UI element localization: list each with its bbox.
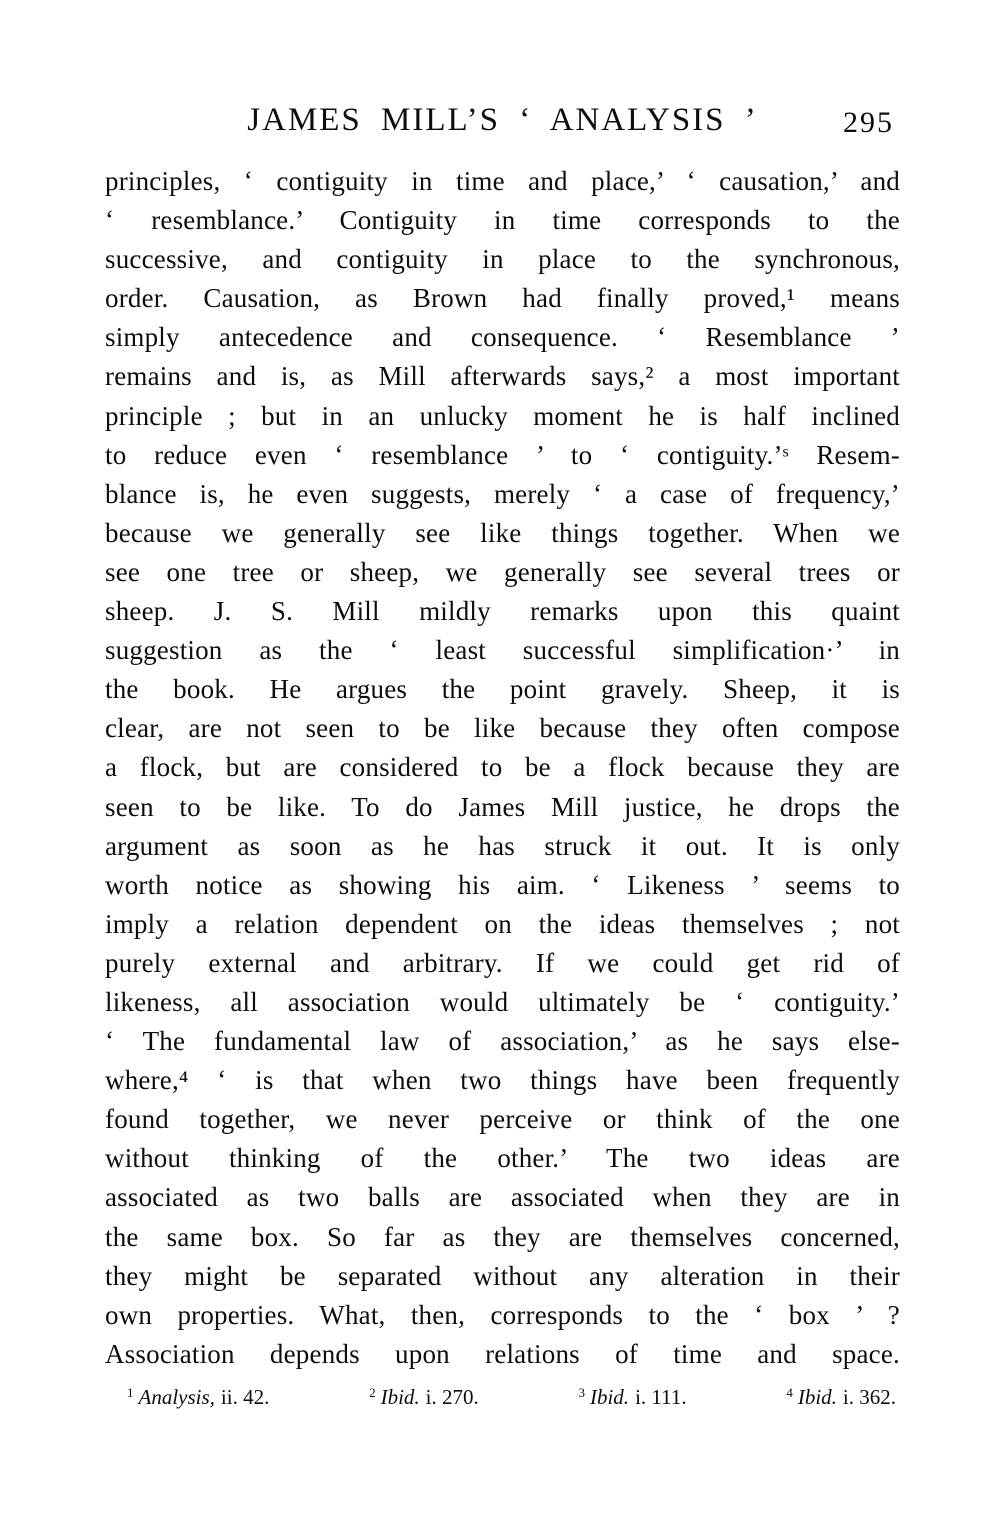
text-line: to reduce even ‘ resemblance ’ to ‘ contiguity.’ˢ Resem- xyxy=(105,439,900,470)
text-line: own properties. What, then, corresponds to the ‘ box ’ ? xyxy=(105,1299,900,1330)
footnote-marker: 4 xyxy=(786,1385,793,1400)
text-line: where,⁴ ‘ is that when two things have been frequently xyxy=(105,1065,900,1096)
text-line: order. Causation, as Brown had finally proved,¹ means xyxy=(105,283,900,314)
text-line: the same box. So far as they are themselves concerned, xyxy=(105,1221,900,1252)
footnote-marker: 3 xyxy=(578,1385,585,1400)
footnote xyxy=(127,1382,269,1412)
text-line: worth notice as showing his aim. ‘ Likeness ’ seems to xyxy=(105,869,900,900)
text-line: suggestion as the ‘ least successful simplification·’ in xyxy=(105,635,900,666)
text-line: ‘ The fundamental law of association,’ as he says else- xyxy=(105,1026,900,1057)
footnote-citation: i. 111. xyxy=(635,1385,687,1409)
text-line: associated as two balls are associated when they are in xyxy=(105,1182,900,1213)
footnote xyxy=(786,1382,896,1412)
text-line: argument as soon as he has struck it out. It is only xyxy=(105,830,900,861)
footnote-source: Ibid. xyxy=(797,1385,837,1409)
text-line: principle ; but in an unlucky moment he is half inclined xyxy=(105,400,900,431)
text-line: sheep. J. S. Mill mildly remarks upon this quaint xyxy=(105,596,900,627)
text-line: a flock, but are considered to be a flock because they are xyxy=(105,752,900,783)
page-number: 295 xyxy=(843,106,894,139)
text-line: because we generally see like things together. When we xyxy=(105,517,900,548)
footnote-source: Ibid. xyxy=(589,1385,630,1409)
text-line: see one tree or sheep, we generally see several trees or xyxy=(105,556,900,587)
text-line: the book. He argues the point gravely. Sheep, it is xyxy=(105,674,900,705)
text-line: principles, ‘ contiguity in time and place,’ ‘ causation,’ and xyxy=(105,166,900,196)
footnote-citation: ii. 42. xyxy=(220,1385,270,1409)
running-title: JAMES MILL’S ‘ ANALYSIS ’ xyxy=(247,102,758,138)
text-line: blance is, he even suggests, merely ‘ a case of frequency,’ xyxy=(105,478,900,509)
body-text xyxy=(105,162,900,1374)
text-line: seen to be like. To do James Mill justice, he drops the xyxy=(105,791,900,822)
page-header xyxy=(105,102,900,146)
text-line: remains and is, as Mill afterwards says,² a most important xyxy=(105,361,900,392)
text-line: clear, are not seen to be like because they often compose xyxy=(105,713,900,744)
text-line: likeness, all association would ultimately be ‘ contiguity.’ xyxy=(105,986,900,1017)
text-line: they might be separated without any alteration in their xyxy=(105,1260,900,1291)
footnote xyxy=(369,1382,479,1412)
footnote xyxy=(578,1382,686,1412)
footnote-citation: i. 362. xyxy=(842,1385,896,1409)
footnotes xyxy=(105,1382,900,1412)
footnote-source: Analysis, xyxy=(138,1385,215,1409)
text-line: purely external and arbitrary. If we could get rid of xyxy=(105,947,900,978)
text-line: found together, we never perceive or think of the one xyxy=(105,1104,900,1135)
footnote-citation: i. 270. xyxy=(425,1385,479,1409)
footnote-source: Ibid. xyxy=(380,1385,420,1409)
text-line: ‘ resemblance.’ Contiguity in time corresponds to the xyxy=(105,205,900,236)
text-line: simply antecedence and consequence. ‘ Resemblance ’ xyxy=(105,322,900,353)
footnote-marker: 1 xyxy=(127,1385,134,1400)
text-line: imply a relation dependent on the ideas themselves ; not xyxy=(105,908,900,939)
text-line: successive, and contiguity in place to the synchronous, xyxy=(105,244,900,275)
text-line: Association depends upon relations of time and space. xyxy=(105,1338,900,1369)
text-line: without thinking of the other.’ The two ideas are xyxy=(105,1143,900,1174)
footnote-marker: 2 xyxy=(369,1385,376,1400)
